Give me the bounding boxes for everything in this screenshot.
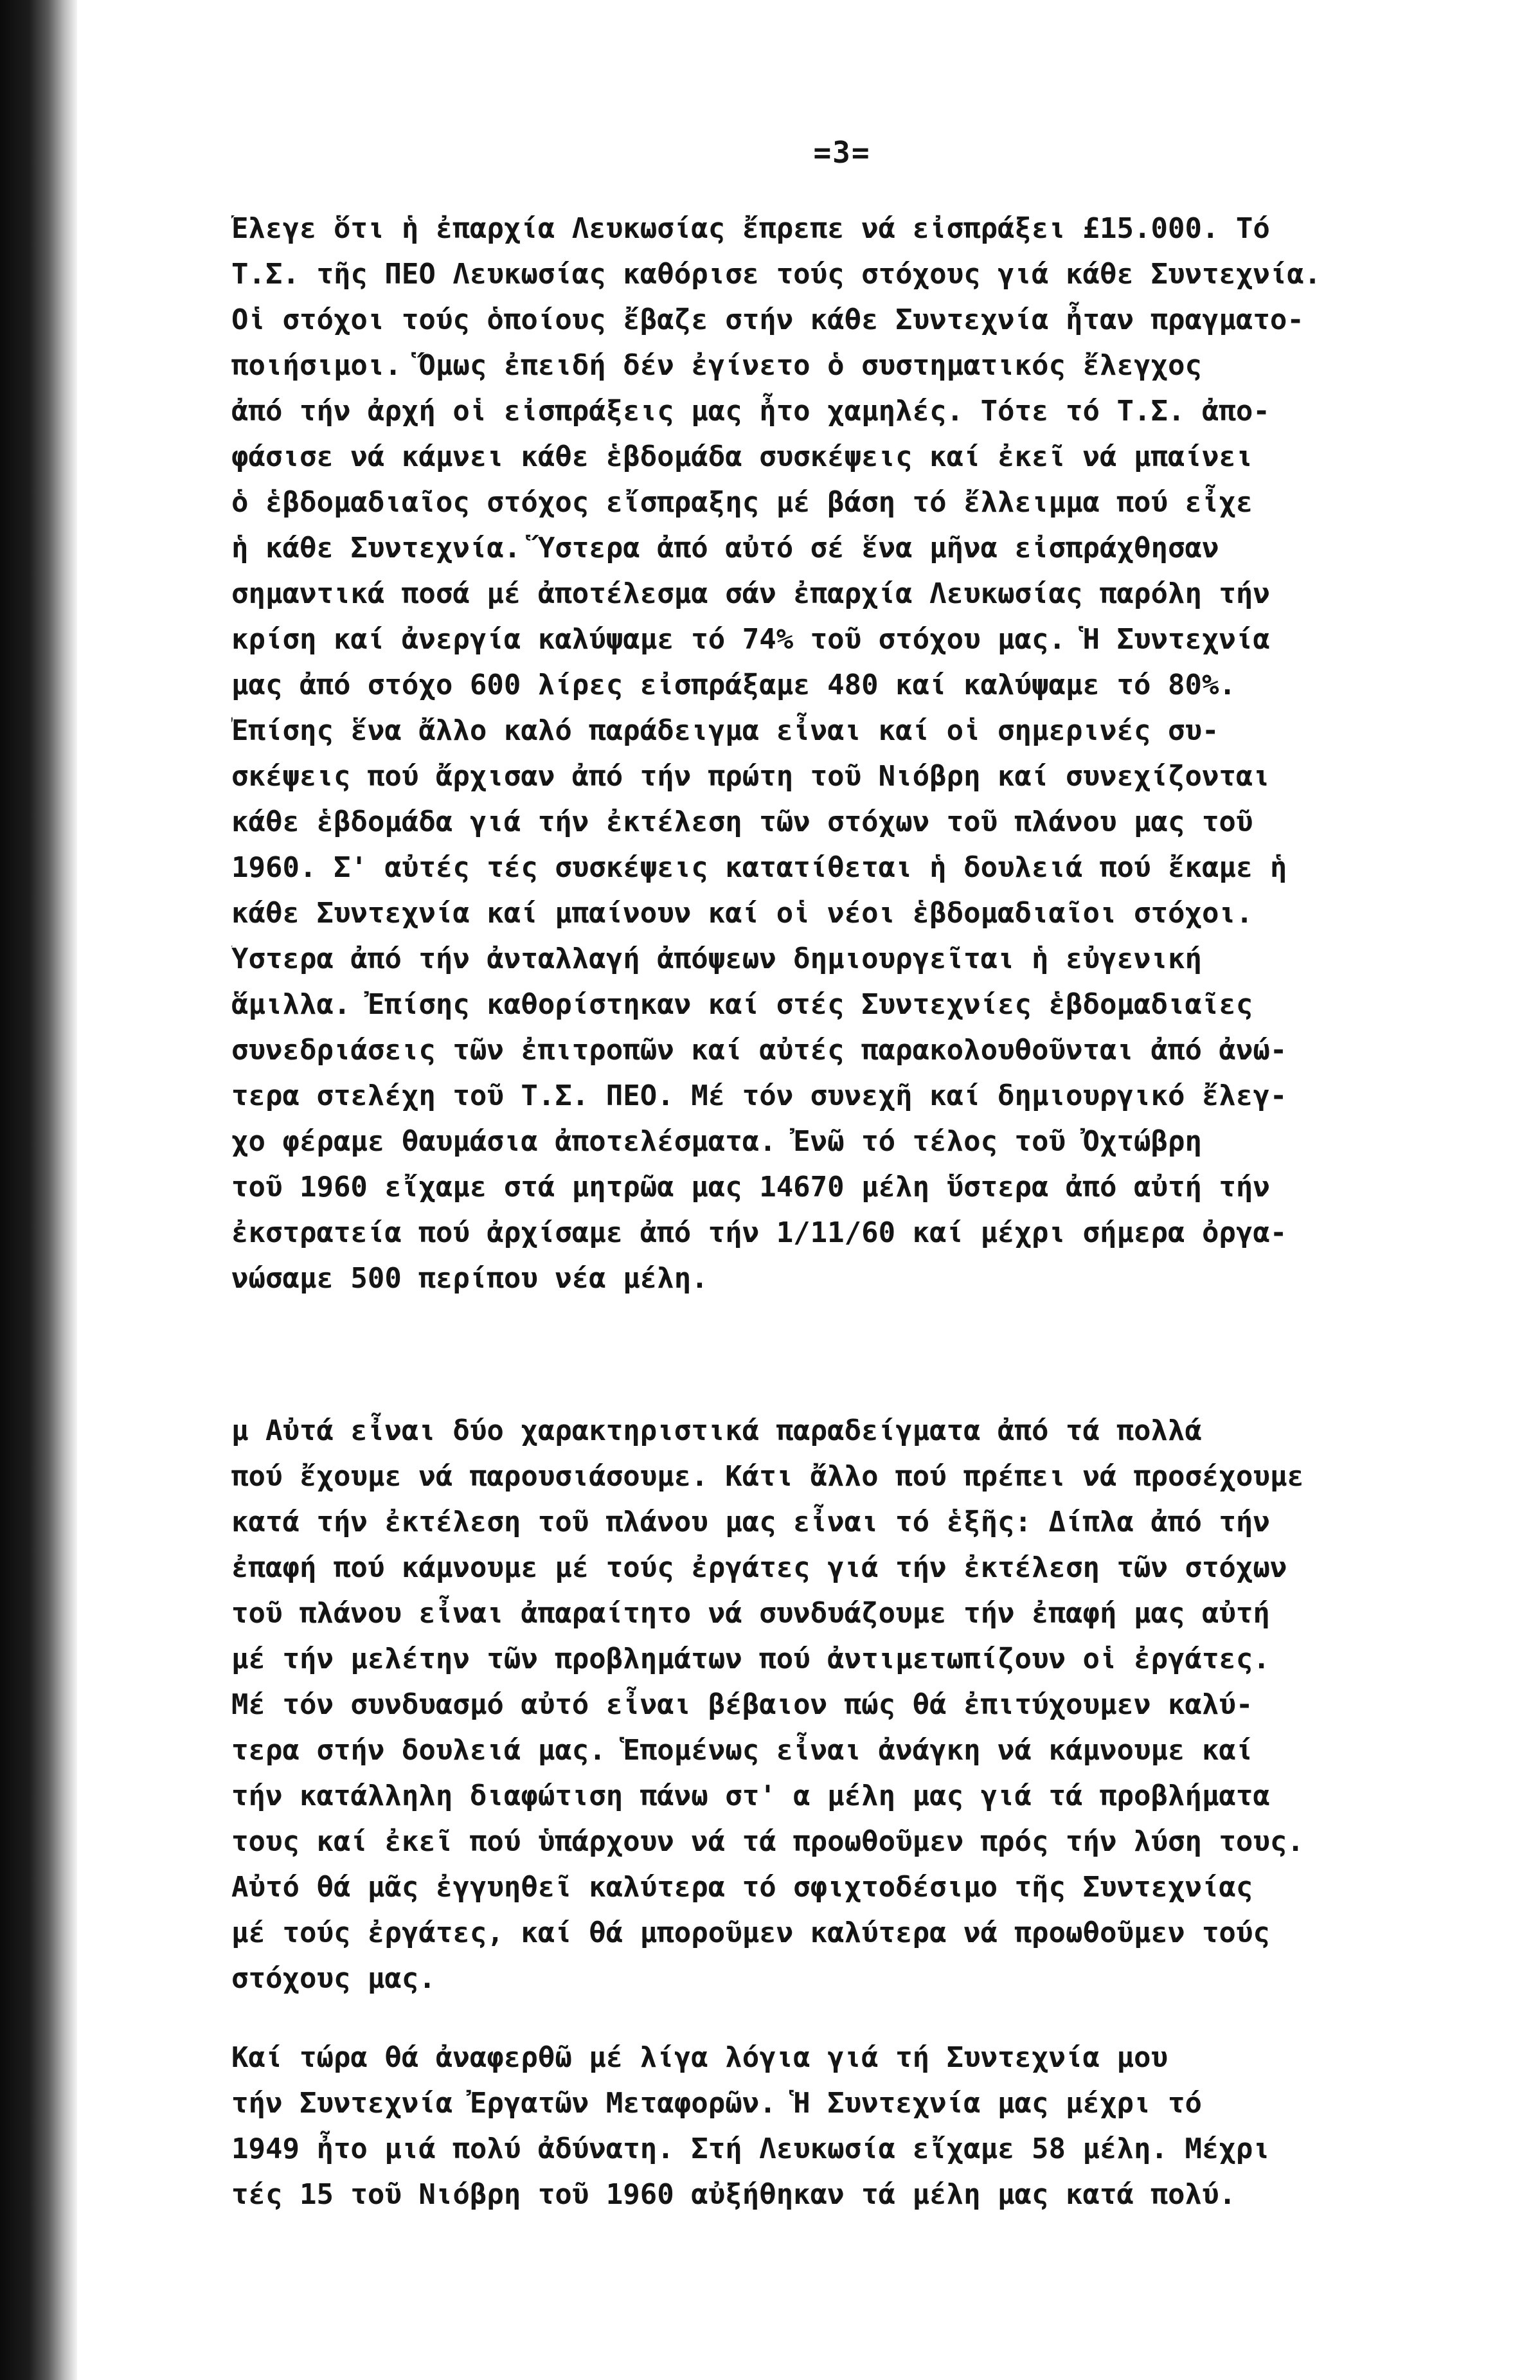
paragraph-1 (231, 206, 1453, 1301)
text-line: φάσισε νά κάμνει κάθε ἑβδομάδα συσκέψεις καί ἐκεῖ νά μπαίνει (231, 440, 1253, 473)
text-line: Οἱ στόχοι τούς ὁποίους ἔβαζε στήν κάθε Συντεχνία ἦταν πραγματο- (231, 303, 1304, 336)
text-line: τερα στήν δουλειά μας. Ἑπομένως εἶναι ἀνάγκη νά κάμνουμε καί (231, 1734, 1253, 1767)
text-line: ἐπαφή πού κάμνουμε μέ τούς ἐργάτες γιά τήν ἐκτέλεση τῶν στόχων (231, 1551, 1287, 1584)
text-line: ἐκστρατεία πού ἀρχίσαμε ἀπό τήν 1/11/60 καί μέχρι σήμερα ὀργα- (231, 1216, 1287, 1249)
text-line: 1949 ἦτο μιά πολύ ἀδύνατη. Στή Λευκωσία εἴχαμε 58 μέλη. Μέχρι (231, 2132, 1270, 2165)
text-line: πού ἔχουμε νά παρουσιάσουμε. Κάτι ἄλλο πού πρέπει νά προσέχουμε (231, 1460, 1304, 1493)
text-line: νώσαμε 500 περίπου νέα μέλη. (231, 1262, 708, 1295)
text-line: Ὕστερα ἀπό τήν ἀνταλλαγή ἀπόψεων δημιουργεῖται ἡ εὐγενική (231, 942, 1202, 975)
text-line: κάθε Συντεχνία καί μπαίνουν καί οἱ νέοι ἑβδομαδιαῖοι στόχοι. (231, 897, 1253, 930)
text-line: τήν Συντεχνία Ἐργατῶν Μεταφορῶν. Ἡ Συντεχνία μας μέχρι τό (231, 2087, 1202, 2120)
text-line: σκέψεις πού ἄρχισαν ἀπό τήν πρώτη τοῦ Νιόβρη καί συνεχίζονται (231, 760, 1270, 793)
text-line: τους καί ἐκεῖ πού ὑπάρχουν νά τά προωθοῦμεν πρός τήν λύση τους. (231, 1825, 1304, 1858)
text-line: ἀπό τήν ἀρχή οἱ εἰσπράξεις μας ἦτο χαμηλές. Τότε τό Τ.Σ. ἀπο- (231, 395, 1270, 428)
text-line: τοῦ 1960 εἴχαμε στά μητρῶα μας 14670 μέλη ὕστερα ἀπό αὐτή τήν (231, 1171, 1270, 1204)
text-line: μέ τήν μελέτην τῶν προβλημάτων πού ἀντιμετωπίζουν οἱ ἐργάτες. (231, 1643, 1270, 1675)
text-line: ἅμιλλα. Ἐπίσης καθορίστηκαν καί στές Συντεχνίες ἑβδομαδιαῖες (231, 988, 1253, 1021)
text-line: τήν κατάλληλη διαφώτιση πάνω στ' α μέλη μας γιά τά προβλήματα (231, 1780, 1270, 1812)
text-line: κάθε ἑβδομάδα γιά τήν ἐκτέλεση τῶν στόχων τοῦ πλάνου μας τοῦ (231, 806, 1253, 838)
text-line: ἡ κάθε Συντεχνία. Ὕστερα ἀπό αὐτό σέ ἕνα μῆνα εἰσπράχθησαν (231, 532, 1219, 564)
document-page (231, 135, 1453, 2321)
text-line: στόχους μας. (231, 1962, 436, 1995)
text-line: συνεδριάσεις τῶν ἐπιτροπῶν καί αὐτές παρακολουθοῦνται ἀπό ἀνώ- (231, 1034, 1287, 1067)
text-line: Αὐτό θά μᾶς ἐγγυηθεῖ καλύτερα τό σφιχτοδέσιμο τῆς Συντεχνίας (231, 1871, 1253, 1904)
paragraph-2 (231, 1408, 1453, 2001)
paragraph-3 (231, 2035, 1453, 2217)
text-line: ὁ ἑβδομαδιαῖος στόχος εἴσπραξης μέ βάση τό ἔλλειμμα πού εἶχε (231, 486, 1253, 519)
text-line: Ἐπίσης ἕνα ἄλλο καλό παράδειγμα εἶναι καί οἱ σημερινές συ- (231, 714, 1219, 747)
text-line: τοῦ πλάνου εἶναι ἀπαραίτητο νά συνδυάζουμε τήν ἐπαφή μας αὐτή (231, 1597, 1270, 1630)
text-line: Τ.Σ. τῆς ΠΕΟ Λευκωσίας καθόρισε τούς στόχους γιά κάθε Συντεχνία. (231, 258, 1321, 291)
text-line: 1960. Σ' αὐτές τές συσκέψεις κατατίθεται ἡ δουλειά πού ἔκαμε ἡ (231, 851, 1287, 884)
text-line: κατά τήν ἐκτέλεση τοῦ πλάνου μας εἶναι τό ἑξῆς: Δίπλα ἀπό τήν (231, 1506, 1270, 1538)
text-line: μέ τούς ἐργάτες, καί θά μποροῦμεν καλύτερα νά προωθοῦμεν τούς (231, 1916, 1270, 1949)
page-number: =3= (813, 135, 871, 170)
text-line: χο φέραμε θαυμάσια ἀποτελέσματα. Ἐνῶ τό τέλος τοῦ Ὀχτώβρη (231, 1125, 1202, 1158)
text-line: μ Αὐτά εἶναι δύο χαρακτηριστικά παραδείγματα ἀπό τά πολλά (231, 1414, 1202, 1447)
text-line: τερα στελέχη τοῦ Τ.Σ. ΠΕΟ. Μέ τόν συνεχῆ καί δημιουργικό ἔλεγ- (231, 1079, 1287, 1112)
text-line: τές 15 τοῦ Νιόβρη τοῦ 1960 αὐξήθηκαν τά μέλη μας κατά πολύ. (231, 2178, 1236, 2211)
text-line: Μέ τόν συνδυασμό αὐτό εἶναι βέβαιον πώς θά ἐπιτύχουμεν καλύ- (231, 1688, 1253, 1721)
scan-binding-edge (0, 0, 77, 2380)
text-line: κρίση καί ἀνεργία καλύψαμε τό 74% τοῦ στόχου μας. Ἡ Συντεχνία (231, 623, 1270, 656)
text-line: μας ἀπό στόχο 600 λίρες εἰσπράξαμε 480 καί καλύψαμε τό 80%. (231, 669, 1236, 701)
text-line: σημαντικά ποσά μέ ἀποτέλεσμα σάν ἐπαρχία Λευκωσίας παρόλη τήν (231, 577, 1270, 610)
text-line: ποιήσιμοι. Ὅμως ἐπειδή δέν ἐγίνετο ὁ συστηματικός ἔλεγχος (231, 349, 1202, 382)
text-line: Ἔλεγε ὅτι ἡ ἐπαρχία Λευκωσίας ἔπρεπε νά εἰσπράξει £15.000. Τό (231, 212, 1270, 245)
text-line: Καί τώρα θά ἀναφερθῶ μέ λίγα λόγια γιά τή Συντεχνία μου (231, 2041, 1168, 2074)
